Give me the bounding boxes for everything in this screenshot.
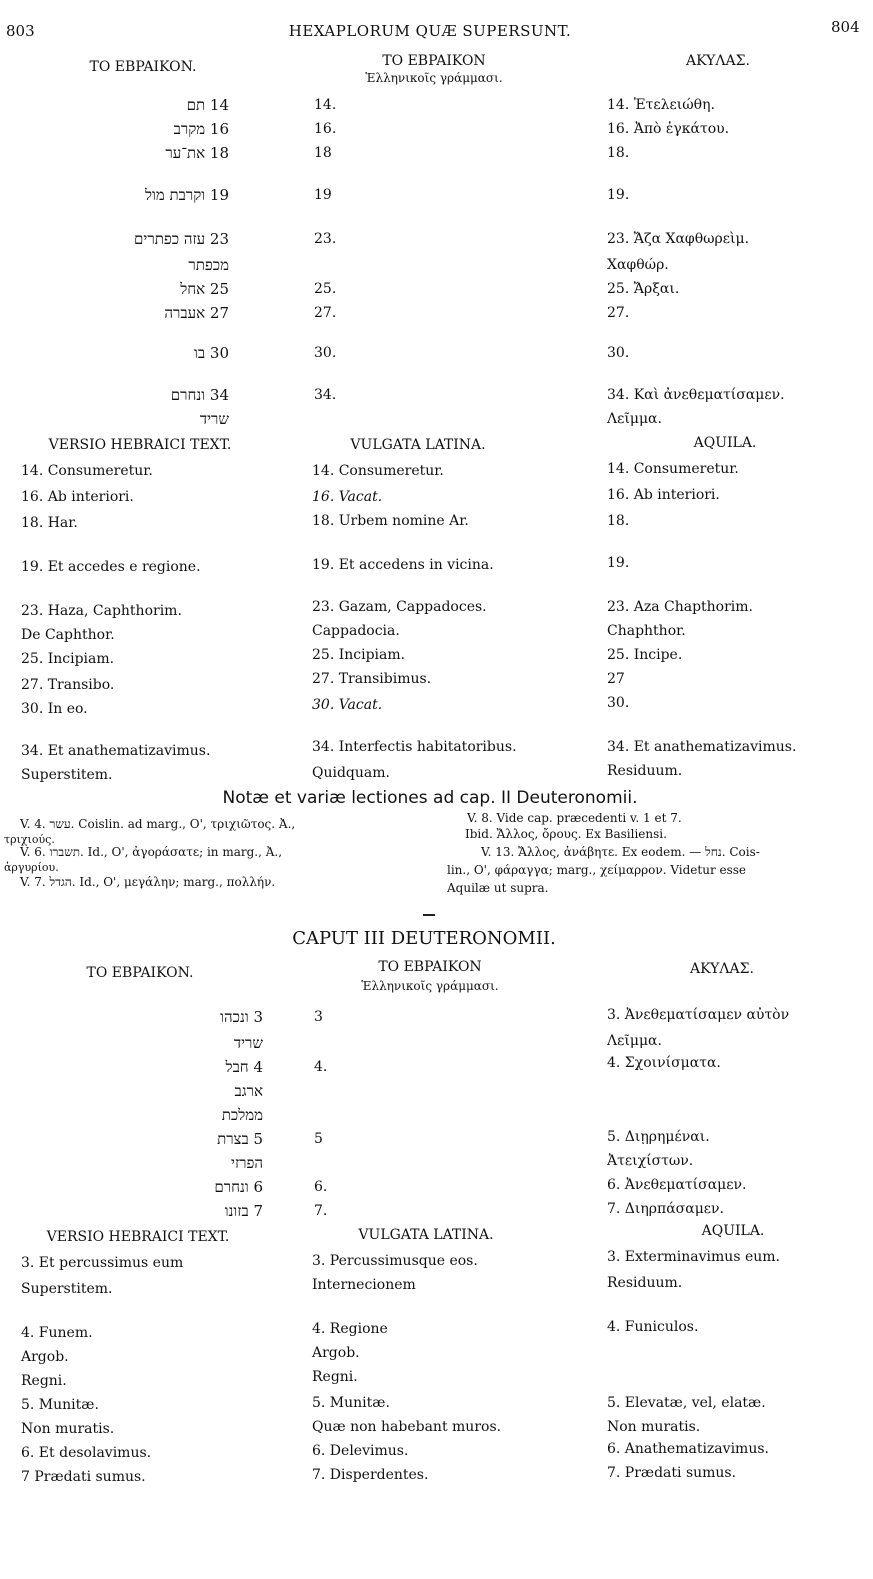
vulgata-row: 6. Delevimus. [312,1443,409,1459]
aquila-greek-row: 4. Σχοινίσματα. [607,1055,721,1071]
aquila-greek-row: 5. Διῃρημέναι. [607,1129,710,1145]
vulgata-row: 27. Transibimus. [312,671,432,687]
note-line: V. 13. Ἄλλος, ἀνάβητε. Ex eodem. — נחל. Cois- [481,845,760,859]
versio-row: 3. Et percussimus eum [21,1255,184,1271]
aquila-latin-column-header: AQUILA. [701,1223,765,1239]
vulgata-row: 14. Consumeretur. [312,463,444,479]
hebrew-row: ונחרם 6 [214,1178,263,1196]
versio-row: 6. Et desolavimus. [21,1445,152,1461]
aquila-greek-row: Χαφθώρ. [607,257,669,273]
versio-row: Regni. [21,1373,67,1389]
vulgata-row: 18. Urbem nomine Ar. [312,513,469,529]
aquila-latin-row: 6. Anathematizavimus. [607,1441,769,1457]
vulgata-column-header: VULGATA LATINA. [358,1227,494,1243]
translit-row: 18 [314,145,332,161]
aquila-column-header: AKYΛAΣ. [689,961,755,977]
caput-heading: CAPUT III DEUTERONOMII. [292,928,556,949]
note-line: ἀργυρίου. [4,861,59,874]
note-line: lin., Ο', φάραγγα; marg., χείμαρρον. Videtur esse [447,863,747,877]
versio-row: Superstitem. [21,767,113,783]
versio-row: 19. Et accedes e regione. [21,559,201,575]
aquila-latin-row: 30. [607,695,630,711]
note-line: V. 6. תשברו. Id., Ο', ἀγοράσατε; in marg., Ἀ., [20,845,283,859]
vulgata-row: Cappadocia. [312,623,400,639]
versio-row: Superstitem. [21,1281,113,1297]
hebrew-row: בצרת 5 [217,1130,263,1148]
versio-row: 7 Prædati sumus. [21,1469,146,1485]
aquila-latin-row: 14. Consumeretur. [607,461,739,477]
vulgata-row: Quidquam. [312,765,390,781]
translit-row: 16. [314,121,337,137]
aquila-greek-row: 25. Ἄρξαι. [607,281,680,297]
hebrew-row: אחל 25 [180,280,229,298]
note-line: Ibid. Ἄλλος, ὄρους. Ex Basiliensi. [465,827,667,841]
aquila-latin-row: 23. Aza Chapthorim. [607,599,754,615]
aquila-greek-row: Ἀτειχίστων. [607,1153,694,1169]
aquila-latin-row: 25. Incipe. [607,647,683,663]
translit-column-header: TO EBPAIKON [378,959,482,975]
versio-column-header: VERSIO HEBRAICI TEXT. [46,1229,230,1245]
running-title: HEXAPLORUM QUÆ SUPERSUNT. [288,22,572,40]
translit-row: 30. [314,345,337,361]
aquila-greek-row: 34. Καὶ ἀνεθεματίσαμεν. [607,387,785,403]
aquila-latin-row: Residuum. [607,763,683,779]
versio-row: 5. Munitæ. [21,1397,99,1413]
hebrew-row: את־ער 18 [165,144,229,162]
translit-row: 34. [314,387,337,403]
hebrew-row: בו 30 [194,344,229,362]
vulgata-row: Argob. [312,1345,360,1361]
hebrew-row: שריד [199,410,229,428]
aquila-greek-row: 18. [607,145,630,161]
vulgata-row: 30. Vacat. [312,697,383,713]
versio-row: Non muratis. [21,1421,115,1437]
hebrew-row: תם 14 [186,96,229,114]
aquila-latin-row: 34. Et anathematizavimus. [607,739,797,755]
versio-row: 27. Transibo. [21,677,115,693]
vulgata-row: 34. Interfectis habitatoribus. [312,739,517,755]
vulgata-row: 25. Incipiam. [312,647,406,663]
hebrew-column-header: TO EBPAIKON. [86,965,194,981]
hebrew-row: בזונו 7 [224,1202,263,1220]
translit-row: 3 [314,1009,323,1025]
versio-row: Argob. [21,1349,69,1365]
hebrew-row: מקרב 16 [173,120,229,138]
versio-row: 18. Har. [21,515,78,531]
aquila-latin-row: Non muratis. [607,1419,701,1435]
aquila-latin-row: Chaphthor. [607,623,686,639]
translit-row: 23. [314,231,337,247]
hebrew-row: ארגב [234,1082,263,1100]
translit-column-header: TO EBPAIKON [382,53,486,69]
aquila-latin-row: 5. Elevatæ, vel, elatæ. [607,1395,766,1411]
hebrew-row: ממלכת [221,1106,263,1124]
section-rule [423,914,435,916]
aquila-latin-row: 19. [607,555,630,571]
aquila-latin-row: 4. Funiculos. [607,1319,699,1335]
note-line: τριχιούς. [4,833,55,846]
aquila-latin-row: 27 [607,671,625,687]
aquila-latin-column-header: AQUILA. [693,435,757,451]
hebrew-row: וקרבת מול 19 [145,186,229,204]
translit-column-subheader: Ἑλληνικοῖς γράμμασι. [361,979,499,993]
aquila-latin-row: 16. Ab interiori. [607,487,720,503]
note-line: Aquilæ ut supra. [447,881,549,895]
page-number-left: 803 [6,22,35,40]
vulgata-row: 7. Disperdentes. [312,1467,429,1483]
vulgata-row: Internecionem [312,1277,416,1293]
aquila-greek-row: 16. Ἀπὸ ἐγκάτου. [607,121,730,137]
translit-row: 6. [314,1179,328,1195]
hebrew-row: אעברה 27 [164,304,229,322]
note-line: V. 8. Vide cap. præcedenti v. 1 et 7. [467,811,682,825]
translit-row: 25. [314,281,337,297]
aquila-latin-row: Residuum. [607,1275,683,1291]
aquila-greek-row: Λεῖμμα. [607,1033,662,1049]
versio-row: 16. Ab interiori. [21,489,134,505]
versio-row: 23. Haza, Caphthorim. [21,603,182,619]
versio-row: 34. Et anathematizavimus. [21,743,211,759]
aquila-column-header: AKYΛAΣ. [685,53,751,69]
aquila-latin-row: 3. Exterminavimus eum. [607,1249,780,1265]
versio-row: 4. Funem. [21,1325,93,1341]
versio-row: De Caphthor. [21,627,115,643]
hebrew-column-header: TO EBPAIKON. [89,59,197,75]
vulgata-row: 5. Munitæ. [312,1395,390,1411]
hebrew-row: ונחרם 34 [170,386,229,404]
translit-row: 7. [314,1203,328,1219]
aquila-greek-row: 3. Ἀνεθεματίσαμεν αὐτὸν [607,1007,790,1023]
notes-title: Notæ et variæ lectiones ad cap. II Deuteronomii. [222,788,638,808]
note-line: V. 4. עשר. Coislin. ad marg., Ο', τριχιῶτος. Ἀ., [20,817,296,831]
aquila-greek-row: 27. [607,305,630,321]
page-number-right: 804 [831,18,860,36]
translit-row: 19 [314,187,332,203]
versio-row: 30. In eo. [21,701,88,717]
hebrew-row: חבל 4 [225,1058,263,1076]
aquila-greek-row: 30. [607,345,630,361]
aquila-greek-row: 7. Διηρπάσαμεν. [607,1201,725,1217]
vulgata-row: Regni. [312,1369,358,1385]
hebrew-row: ונכהו 3 [220,1008,263,1026]
translit-row: 4. [314,1059,328,1075]
vulgata-row: 23. Gazam, Cappadoces. [312,599,487,615]
vulgata-row: 3. Percussimusque eos. [312,1253,478,1269]
translit-row: 27. [314,305,337,321]
hebrew-row: עזה כפתרים 23 [134,230,229,248]
vulgata-row: 16. Vacat. [312,489,383,505]
aquila-greek-row: 19. [607,187,630,203]
hebrew-row: הפרזי [231,1154,263,1172]
versio-row: 14. Consumeretur. [21,463,153,479]
translit-row: 5 [314,1131,323,1147]
aquila-greek-row: Λεῖμμα. [607,411,662,427]
aquila-latin-row: 7. Prædati sumus. [607,1465,737,1481]
hebrew-row: שריד [233,1034,263,1052]
versio-row: 25. Incipiam. [21,651,115,667]
translit-column-subheader: Ἑλληνικοῖς γράμμασι. [365,71,503,85]
vulgata-row: 4. Regione [312,1321,388,1337]
aquila-greek-row: 14. Ἐτελειώθη. [607,97,715,113]
note-line: V. 7. הגדל. Id., Ο', μεγάλην; marg., πολλήν. [20,875,276,889]
vulgata-row: 19. Et accedens in vicina. [312,557,494,573]
translit-row: 14. [314,97,337,113]
vulgata-column-header: VULGATA LATINA. [350,437,486,453]
versio-column-header: VERSIO HEBRAICI TEXT. [48,437,232,453]
aquila-greek-row: 6. Ἀνεθεματίσαμεν. [607,1177,747,1193]
aquila-latin-row: 18. [607,513,630,529]
vulgata-row: Quæ non habebant muros. [312,1419,502,1435]
hebrew-row: מכפתר [188,256,229,274]
aquila-greek-row: 23. Ἄζα Χαφθωρεὶμ. [607,231,750,247]
